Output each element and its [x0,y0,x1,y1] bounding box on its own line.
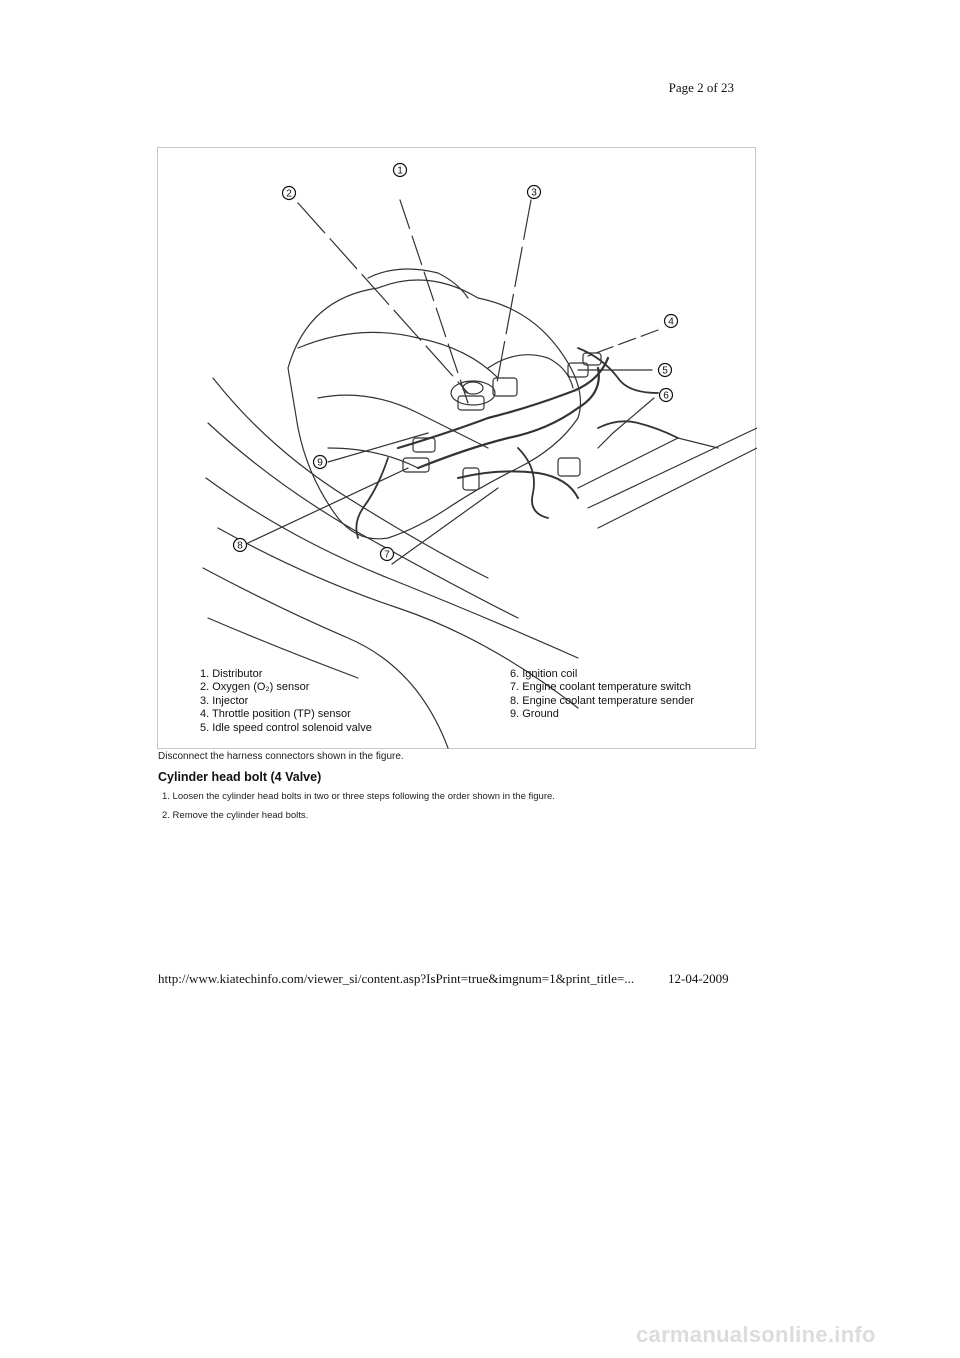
figure-caption: Disconnect the harness connectors shown in the figure. [158,751,404,762]
callout-7-label: 7 [384,549,390,561]
step-item: 2. Remove the cylinder head bolts. [162,810,309,821]
callout-8-label: 8 [237,540,243,552]
legend-item-5: 5. Idle speed control solenoid valve [200,721,372,734]
callout-3-label: 3 [531,187,537,199]
legend-item-9: 9. Ground [510,708,559,721]
callout-9-label: 9 [317,457,323,469]
footer-date: 12-04-2009 [668,971,729,986]
callout-3 [528,186,541,199]
watermark-text: carmanualsonline.info [636,1322,876,1347]
callout-5-label: 5 [662,365,668,377]
callout-1 [394,164,407,177]
legend-item-4: 4. Throttle position (TP) sensor [200,708,351,721]
legend-left [200,668,372,735]
step-list [162,790,555,828]
page-number: Page 2 of 23 [668,80,734,95]
callout-4 [665,315,678,328]
legend-right [510,668,694,722]
section-heading: Cylinder head bolt (4 Valve) [158,770,322,784]
callout-6 [660,389,673,402]
legend-item-3: 3. Injector [200,694,249,707]
callout-9 [314,456,327,469]
callout-6-label: 6 [663,390,669,402]
engine-harness-figure [157,147,756,749]
callout-4-label: 4 [668,316,674,328]
legend-item-1: 1. Distributor [200,668,263,680]
legend-item-2: 2. Oxygen (O₂) sensor [200,681,310,694]
step-item: 1. Loosen the cylinder head bolts in two or three steps following the order shown in the figure. [162,791,555,802]
footer-url: http://www.kiatechinfo.com/viewer_si/content.asp?IsPrint=true&imgnum=1&print_title=... [158,971,635,986]
callout-2 [283,187,296,200]
callout-8 [234,539,247,552]
legend-item-7: 7. Engine coolant temperature switch [510,681,691,694]
engine-diagram [158,148,757,750]
callout-2-label: 2 [286,188,292,200]
callout-1-label: 1 [397,165,403,177]
legend-item-6: 6. Ignition coil [510,668,578,680]
legend-item-8: 8. Engine coolant temperature sender [510,694,695,707]
callout-5 [659,364,672,377]
callout-7 [381,548,394,561]
